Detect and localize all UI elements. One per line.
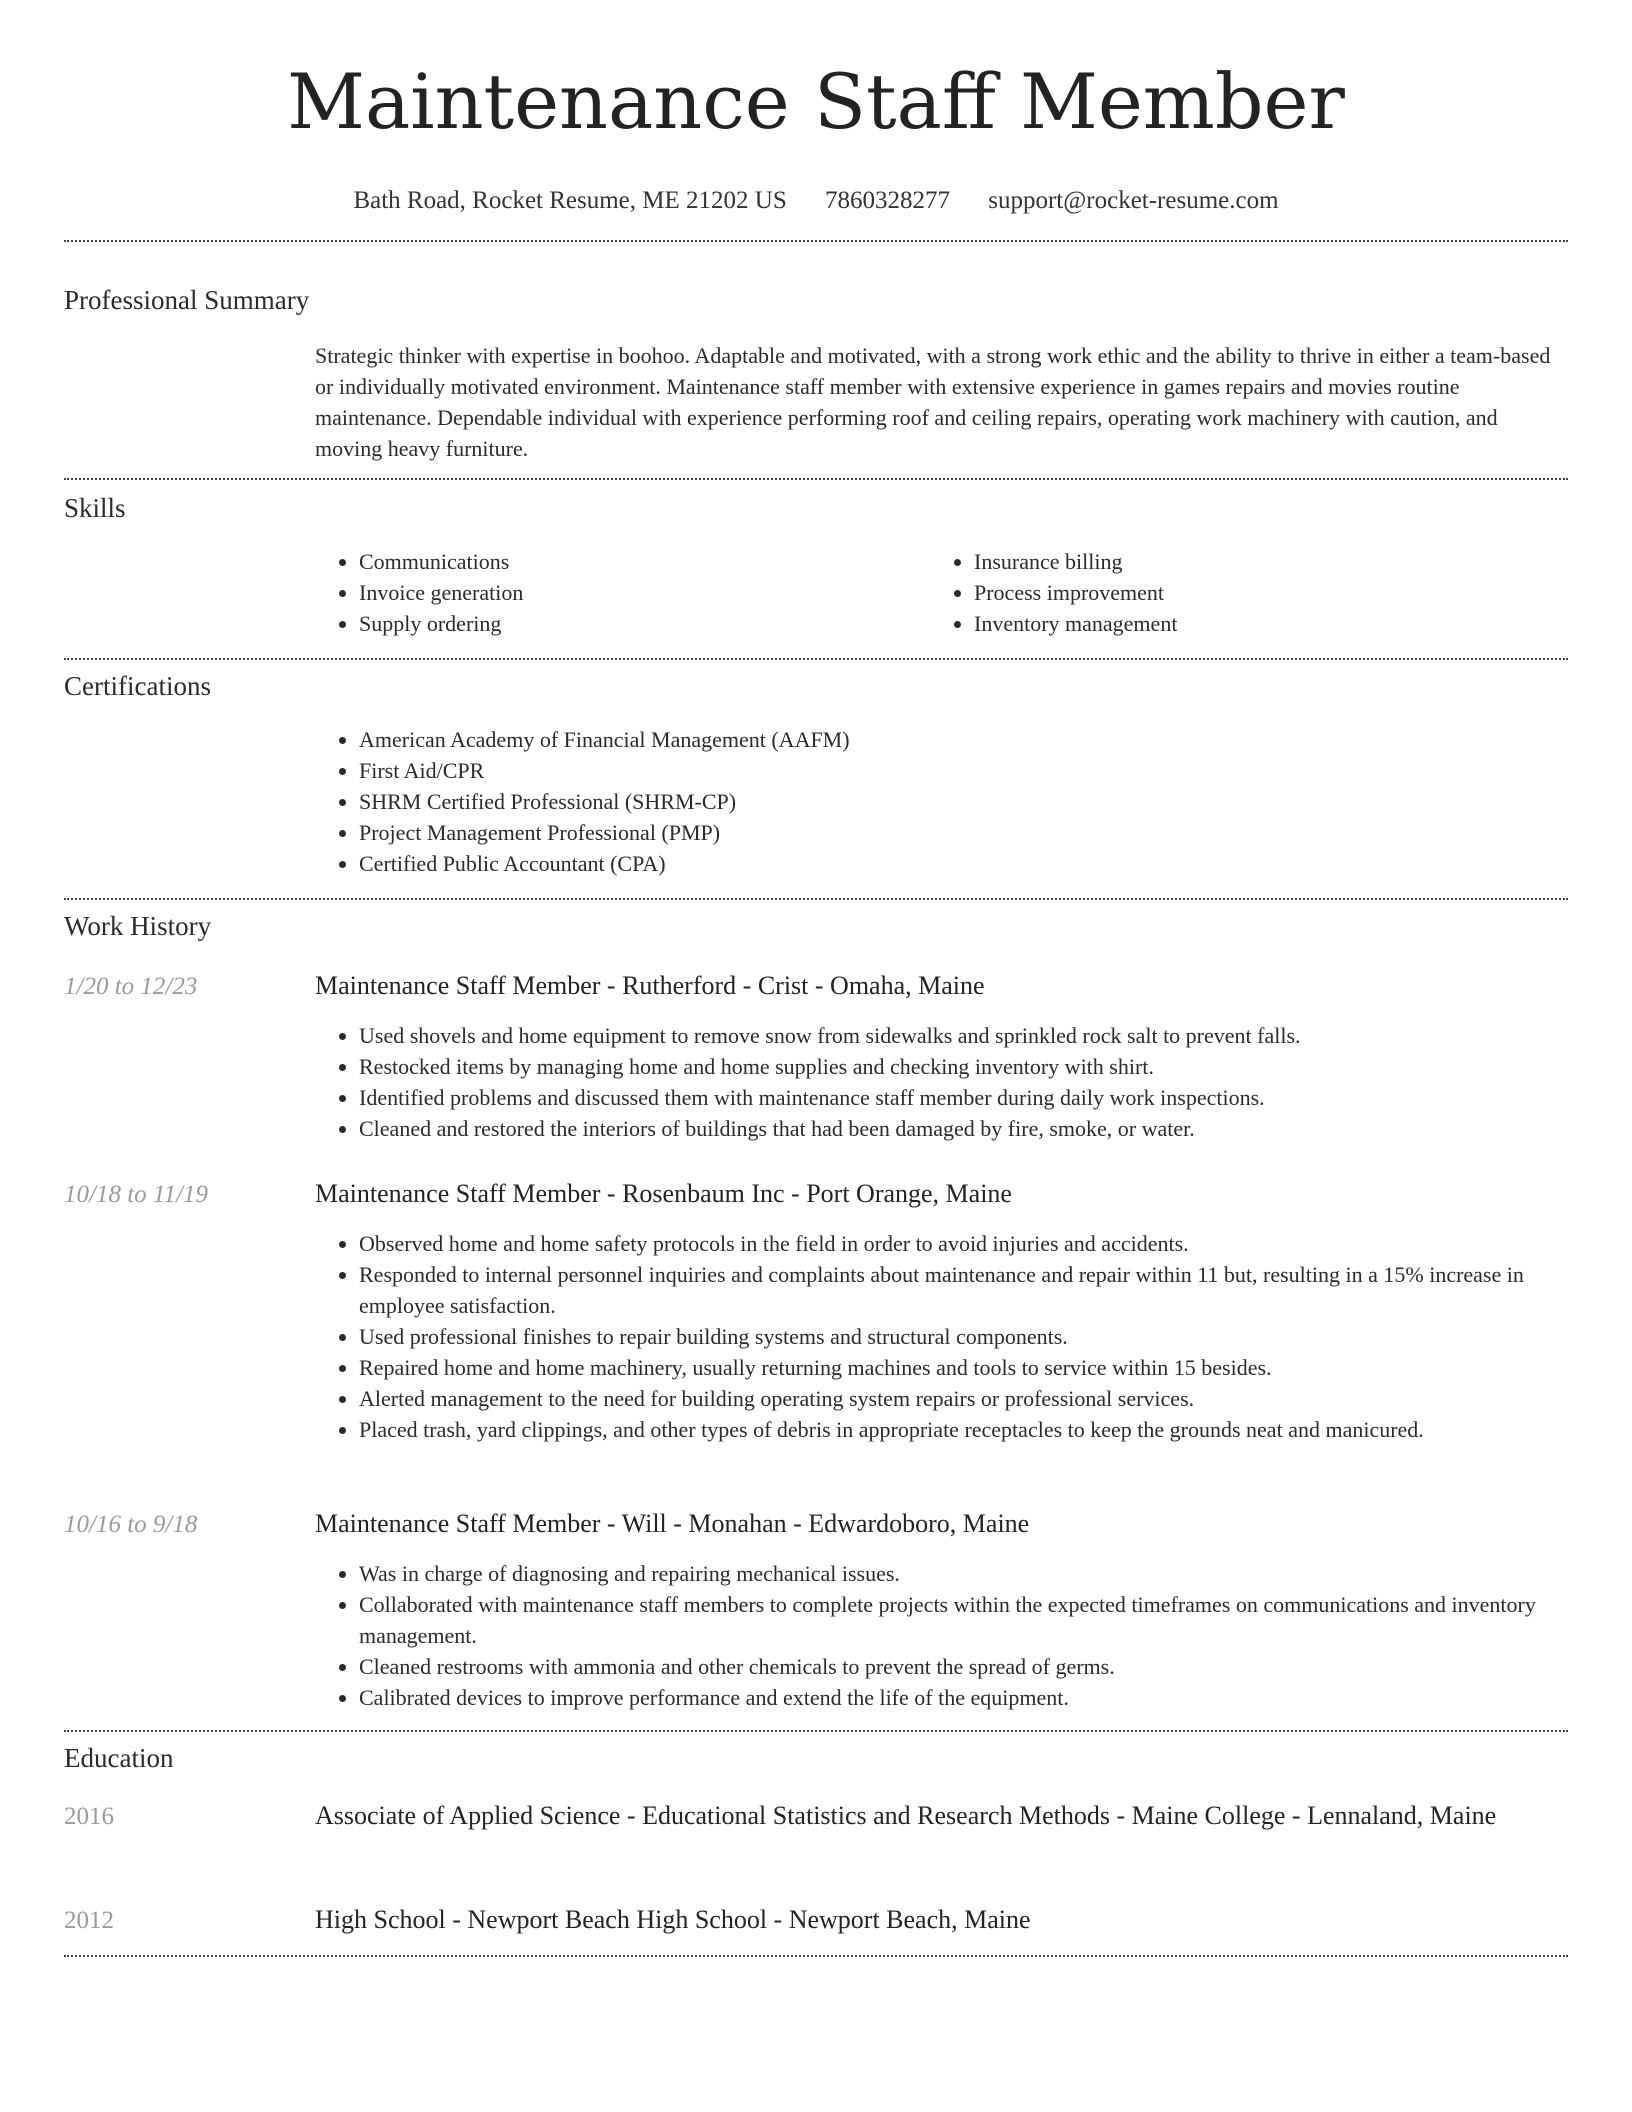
email: support@rocket-resume.com [988,187,1279,214]
contact-line [0,184,1632,218]
skills-column-left [315,546,915,639]
skill-item: • Supply ordering [359,608,915,639]
skill-item: • Inventory management [974,608,1530,639]
job-bullets [315,1020,1568,1144]
section-title-certifications: Certifications [64,671,211,701]
section-title-work-history: Work History [64,911,212,941]
divider [64,898,1568,900]
skill-item: • Process improvement [974,577,1530,608]
job-heading: Maintenance Staff Member - Rutherford - Crist - Omaha, Maine [315,971,985,1000]
job-bullet: • Observed home and home safety protocols in the field in order to avoid injuries and accidents. [359,1228,1568,1259]
divider [64,478,1568,480]
divider [64,240,1568,242]
certifications-list [315,724,1568,879]
section-title-summary: Professional Summary [64,285,310,315]
job-dates: 10/16 to 9/18 [64,1511,198,1538]
education-year: 2016 [64,1803,114,1830]
skill-item: • Communications [359,546,915,577]
candidate-name: Maintenance Staff Member [287,57,1345,146]
certification-item: • Certified Public Accountant (CPA) [359,848,1568,879]
job-bullet: • Placed trash, yard clippings, and other types of debris in appropriate receptacles to keep the grounds neat and manicured. [359,1414,1568,1445]
job-bullet: • Was in charge of diagnosing and repairing mechanical issues. [359,1558,1568,1589]
job-heading: Maintenance Staff Member - Will - Monahan - Edwardoboro, Maine [315,1509,1030,1538]
summary-text: Strategic thinker with expertise in boohoo. Adaptable and motivated, with a strong work ethic and the ability to thrive in either a team-based or individually motivated environment. Maintenance staff member with extensive experience in games repairs and movies routine maintenance. Dependable individual with experience performing roof and ceiling repairs, operating work machinery with caution, and moving heavy furniture. [315,343,1551,461]
divider [64,1955,1568,1957]
job-bullet: • Cleaned and restored the interiors of buildings that had been damaged by fire, smoke, or water. [359,1113,1568,1144]
skill-item: • Insurance billing [974,546,1530,577]
job-bullet: • Responded to internal personnel inquiries and complaints about maintenance and repair within 11 but, resulting in a 15% increase in employee satisfaction. [359,1259,1568,1321]
job-dates: 1/20 to 12/23 [64,973,198,1000]
certification-item: • American Academy of Financial Management (AAFM) [359,724,1568,755]
job-bullet: • Cleaned restrooms with ammonia and other chemicals to prevent the spread of germs. [359,1651,1568,1682]
education-heading: High School - Newport Beach High School - Newport Beach, Maine [315,1905,1031,1934]
job-bullets [315,1558,1568,1713]
job-bullet: • Alerted management to the need for building operating system repairs or professional services. [359,1383,1568,1414]
skill-item: • Invoice generation [359,577,915,608]
skills-column-right [930,546,1530,639]
certification-item: • First Aid/CPR [359,755,1568,786]
job-heading: Maintenance Staff Member - Rosenbaum Inc - Port Orange, Maine [315,1179,1012,1208]
job-bullet: • Repaired home and home machinery, usually returning machines and tools to service within 15 besides. [359,1352,1568,1383]
job-bullet: • Used shovels and home equipment to remove snow from sidewalks and sprinkled rock salt to prevent falls. [359,1020,1568,1051]
section-title-education: Education [64,1743,174,1773]
job-bullet: • Used professional finishes to repair building systems and structural components. [359,1321,1568,1352]
job-bullet: • Collaborated with maintenance staff members to complete projects within the expected timeframes on communications and inventory management. [359,1589,1568,1651]
divider [64,658,1568,660]
divider [64,1730,1568,1732]
resume-header [0,0,1632,218]
section-title-skills: Skills [64,493,126,523]
job-dates: 10/18 to 11/19 [64,1181,208,1208]
education-year: 2012 [64,1907,114,1934]
job-bullets [315,1228,1568,1445]
address: Bath Road, Rocket Resume, ME 21202 US [353,187,787,214]
certification-item: • SHRM Certified Professional (SHRM-CP) [359,786,1568,817]
phone: 7860328277 [825,187,950,214]
education-heading: Associate of Applied Science - Educational Statistics and Research Methods - Maine College - Lennaland, Maine [315,1801,1497,1830]
job-bullet: • Identified problems and discussed them with maintenance staff member during daily work inspections. [359,1082,1568,1113]
certification-item: • Project Management Professional (PMP) [359,817,1568,848]
job-bullet: • Restocked items by managing home and home supplies and checking inventory with shirt. [359,1051,1568,1082]
job-bullet: • Calibrated devices to improve performance and extend the life of the equipment. [359,1682,1568,1713]
